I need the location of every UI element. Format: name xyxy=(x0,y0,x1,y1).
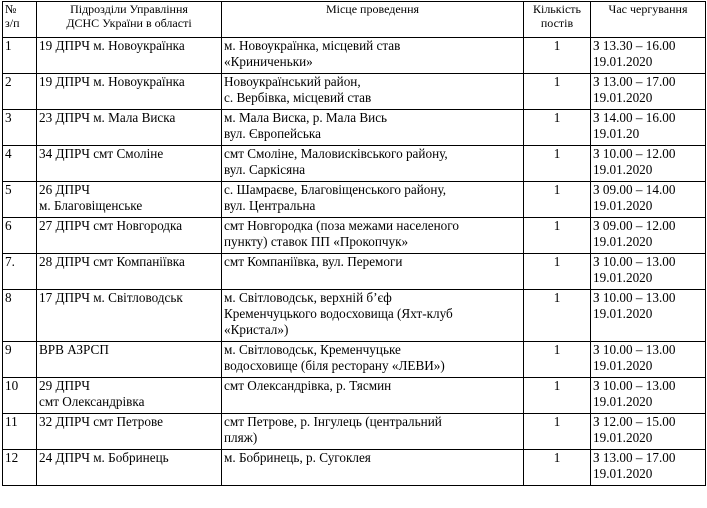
cell-time-line: З 10.00 – 13.00 xyxy=(593,378,676,393)
cell-place-line: м. Бобринець, р. Сугоклея xyxy=(224,450,371,465)
cell-time-line: З 14.00 – 16.00 xyxy=(593,110,676,125)
duty-schedule-table xyxy=(2,1,706,486)
table-row xyxy=(3,74,706,110)
cell-place-line: пляж) xyxy=(224,430,258,445)
table-row xyxy=(3,342,706,378)
cell-number: 1 xyxy=(3,38,37,74)
cell-posts: 1 xyxy=(524,342,591,378)
table-row xyxy=(3,38,706,74)
header-place xyxy=(222,2,524,38)
cell-place xyxy=(222,146,524,182)
cell-number: 2 xyxy=(3,74,37,110)
header-unit-line1: Підрозділи Управління xyxy=(70,2,188,16)
cell-number: 12 xyxy=(3,450,37,486)
cell-unit-line: 27 ДПРЧ смт Новгородка xyxy=(39,218,183,233)
cell-place-line: смт Смоліне, Маловисківського району, xyxy=(224,146,448,161)
cell-posts: 1 xyxy=(524,290,591,342)
cell-time-line: 19.01.2020 xyxy=(593,394,653,409)
cell-posts: 1 xyxy=(524,110,591,146)
header-place-line1: Місце проведення xyxy=(325,2,420,16)
cell-number: 4 xyxy=(3,146,37,182)
header-unit-line2: ДСНС України в області xyxy=(66,16,192,30)
cell-posts: 1 xyxy=(524,218,591,254)
cell-time xyxy=(591,38,706,74)
cell-place-line: пункту) ставок ПП «Прокопчук» xyxy=(224,234,409,249)
cell-place xyxy=(222,342,524,378)
cell-unit xyxy=(37,110,222,146)
cell-time-line: 19.01.2020 xyxy=(593,358,653,373)
cell-unit-line: 24 ДПРЧ м. Бобринець xyxy=(39,450,169,465)
cell-time-line: 19.01.2020 xyxy=(593,90,653,105)
table-row xyxy=(3,182,706,218)
cell-place-line: м. Мала Виска, р. Мала Вись xyxy=(224,110,388,125)
table-body xyxy=(3,38,706,486)
cell-time xyxy=(591,414,706,450)
table-row xyxy=(3,254,706,290)
cell-place xyxy=(222,254,524,290)
cell-place xyxy=(222,218,524,254)
cell-place-line: м. Новоукраїнка, місцевий став xyxy=(224,38,401,53)
table-row xyxy=(3,218,706,254)
cell-time-line: З 10.00 – 13.00 xyxy=(593,290,676,305)
cell-number: 9 xyxy=(3,342,37,378)
cell-time-line: 19.01.2020 xyxy=(593,54,653,69)
cell-unit xyxy=(37,38,222,74)
cell-time-line: З 10.00 – 13.00 xyxy=(593,342,676,357)
cell-time-line: З 12.00 – 15.00 xyxy=(593,414,676,429)
cell-number: 11 xyxy=(3,414,37,450)
cell-unit-line: 32 ДПРЧ смт Петрове xyxy=(39,414,163,429)
cell-unit-line: смт Олександрівка xyxy=(39,394,145,409)
cell-time-line: З 13.30 – 16.00 xyxy=(593,38,676,53)
header-unit xyxy=(37,2,222,38)
cell-place-line: с. Вербівка, місцевий став xyxy=(224,90,372,105)
cell-time-line: 19.01.20 xyxy=(593,126,640,141)
cell-time-line: З 09.00 – 12.00 xyxy=(593,218,676,233)
cell-unit xyxy=(37,342,222,378)
cell-time xyxy=(591,146,706,182)
cell-place-line: м. Світловодськ, Кременчуцьке xyxy=(224,342,401,357)
cell-time-line: З 10.00 – 13.00 xyxy=(593,254,676,269)
cell-time-line: З 13.00 – 17.00 xyxy=(593,450,676,465)
cell-unit xyxy=(37,378,222,414)
cell-place xyxy=(222,74,524,110)
cell-unit xyxy=(37,254,222,290)
cell-unit-line: м. Благовіщенське xyxy=(39,198,143,213)
cell-unit xyxy=(37,146,222,182)
cell-unit-line: 34 ДПРЧ смт Смоліне xyxy=(39,146,164,161)
cell-unit xyxy=(37,290,222,342)
cell-place-line: «Криниченьки» xyxy=(224,54,313,69)
cell-time xyxy=(591,254,706,290)
cell-place-line: вул. Центральна xyxy=(224,198,316,213)
cell-place-line: Новоукраїнський район, xyxy=(224,74,361,89)
header-number xyxy=(3,2,37,38)
table-row xyxy=(3,110,706,146)
cell-time-line: З 10.00 – 12.00 xyxy=(593,146,676,161)
cell-place xyxy=(222,182,524,218)
cell-time xyxy=(591,378,706,414)
cell-place-line: водосховище (біля ресторану «ЛЕВИ») xyxy=(224,358,445,373)
cell-place-line: с. Шамраєве, Благовіщенського району, xyxy=(224,182,447,197)
cell-place-line: «Кристал») xyxy=(224,322,289,337)
cell-unit xyxy=(37,450,222,486)
cell-unit-line: 29 ДПРЧ xyxy=(39,378,90,393)
cell-time-line: 19.01.2020 xyxy=(593,198,653,213)
cell-unit-line: 19 ДПРЧ м. Новоукраїнка xyxy=(39,74,185,89)
cell-number: 10 xyxy=(3,378,37,414)
cell-number: 7. xyxy=(3,254,37,290)
cell-place-line: Кременчуцького водосховища (Яхт-клуб xyxy=(224,306,453,321)
cell-unit xyxy=(37,74,222,110)
cell-posts: 1 xyxy=(524,146,591,182)
cell-unit-line: 28 ДПРЧ смт Компаніївка xyxy=(39,254,185,269)
table-row xyxy=(3,146,706,182)
cell-time-line: З 13.00 – 17.00 xyxy=(593,74,676,89)
cell-unit xyxy=(37,414,222,450)
cell-unit-line: 26 ДПРЧ xyxy=(39,182,90,197)
cell-posts: 1 xyxy=(524,182,591,218)
cell-number: 3 xyxy=(3,110,37,146)
cell-place xyxy=(222,290,524,342)
cell-place-line: м. Світловодськ, верхній б’єф xyxy=(224,290,392,305)
header-number-line1: № xyxy=(5,2,17,16)
cell-unit-line: ВРВ АЗРСП xyxy=(39,342,109,357)
cell-number: 5 xyxy=(3,182,37,218)
cell-number: 6 xyxy=(3,218,37,254)
cell-unit xyxy=(37,182,222,218)
cell-time xyxy=(591,218,706,254)
cell-place xyxy=(222,450,524,486)
cell-time-line: 19.01.2020 xyxy=(593,162,653,177)
table-row xyxy=(3,378,706,414)
cell-place-line: смт Компаніївка, вул. Перемоги xyxy=(224,254,403,269)
header-number-line2: з/п xyxy=(5,16,20,30)
header-time-line1: Час чергування xyxy=(608,2,688,16)
cell-time xyxy=(591,450,706,486)
cell-unit xyxy=(37,218,222,254)
cell-posts: 1 xyxy=(524,38,591,74)
cell-place xyxy=(222,378,524,414)
cell-time-line: 19.01.2020 xyxy=(593,270,653,285)
cell-time-line: 19.01.2020 xyxy=(593,234,653,249)
cell-unit-line: 23 ДПРЧ м. Мала Виска xyxy=(39,110,176,125)
cell-time xyxy=(591,182,706,218)
cell-posts: 1 xyxy=(524,254,591,290)
cell-place-line: смт Олександрівка, р. Тясмин xyxy=(224,378,392,393)
cell-place-line: вул. Європейська xyxy=(224,126,321,141)
cell-place xyxy=(222,414,524,450)
cell-time-line: 19.01.2020 xyxy=(593,430,653,445)
cell-place-line: смт Новгородка (поза межами населеного xyxy=(224,218,459,233)
cell-time xyxy=(591,74,706,110)
cell-posts: 1 xyxy=(524,414,591,450)
cell-time xyxy=(591,290,706,342)
header-time xyxy=(591,2,706,38)
cell-place-line: вул. Саркісяна xyxy=(224,162,306,177)
cell-time-line: 19.01.2020 xyxy=(593,306,653,321)
cell-place-line: смт Петрове, р. Інгулець (центральний xyxy=(224,414,442,429)
cell-place xyxy=(222,110,524,146)
cell-place xyxy=(222,38,524,74)
cell-time-line: З 09.00 – 14.00 xyxy=(593,182,676,197)
cell-unit-line: 17 ДПРЧ м. Світловодськ xyxy=(39,290,183,305)
cell-unit-line: 19 ДПРЧ м. Новоукраїнка xyxy=(39,38,185,53)
table-row xyxy=(3,290,706,342)
cell-posts: 1 xyxy=(524,74,591,110)
header-posts-line2: постів xyxy=(540,16,574,30)
header-posts xyxy=(524,2,591,38)
header-posts-line1: Кількість xyxy=(532,2,581,16)
table-row xyxy=(3,450,706,486)
cell-posts: 1 xyxy=(524,378,591,414)
table-row xyxy=(3,414,706,450)
cell-time xyxy=(591,342,706,378)
cell-posts: 1 xyxy=(524,450,591,486)
header-row xyxy=(3,2,706,38)
cell-time-line: 19.01.2020 xyxy=(593,466,653,481)
cell-number: 8 xyxy=(3,290,37,342)
cell-time xyxy=(591,110,706,146)
